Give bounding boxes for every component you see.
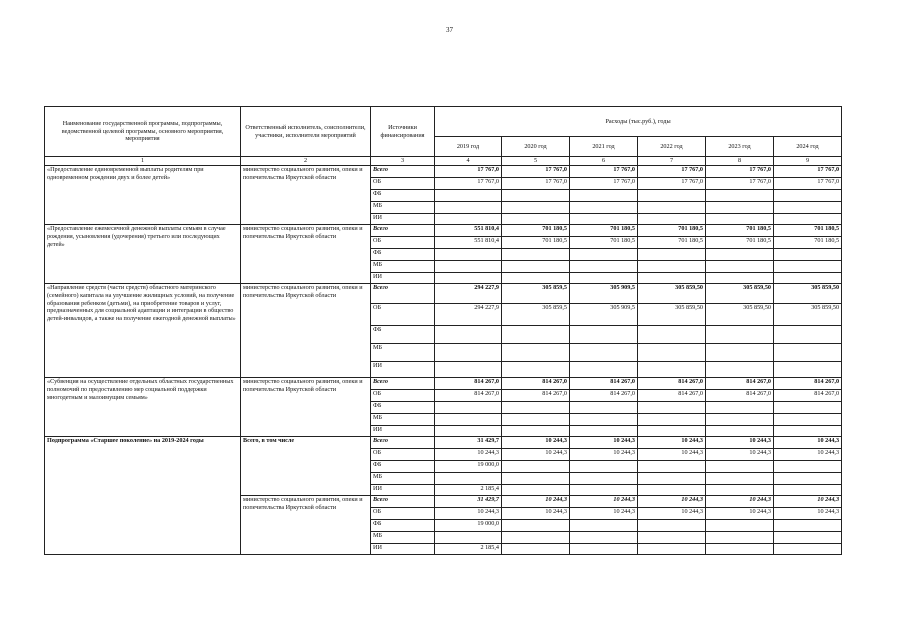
executor-total: Всего, в том числе xyxy=(241,437,371,496)
header-year: 2019 год xyxy=(435,137,502,157)
value-cell xyxy=(638,214,706,225)
column-number: 9 xyxy=(774,157,842,166)
value-cell: 701 180,5 xyxy=(570,237,638,249)
value-cell: 305 859,50 xyxy=(774,304,842,326)
value-cell: 814 267,0 xyxy=(570,378,638,390)
value-cell: 17 767,0 xyxy=(774,166,842,178)
value-cell xyxy=(638,326,706,344)
value-cell xyxy=(774,202,842,214)
value-cell xyxy=(774,273,842,284)
value-cell xyxy=(435,426,502,437)
value-cell: 19 000,0 xyxy=(435,520,502,532)
source-cell: Всего xyxy=(371,378,435,390)
value-cell xyxy=(435,190,502,202)
column-number: 1 xyxy=(45,157,241,166)
value-cell xyxy=(502,485,570,496)
source-cell: ФБ xyxy=(371,461,435,473)
source-cell: ОБ xyxy=(371,237,435,249)
header-year: 2024 год xyxy=(774,137,842,157)
header-costs: Расходы (тыс.руб.), годы xyxy=(435,107,842,137)
table-row xyxy=(45,166,842,178)
value-cell: 2 185,4 xyxy=(435,485,502,496)
value-cell: 17 767,0 xyxy=(638,166,706,178)
value-cell xyxy=(435,532,502,544)
table-row xyxy=(45,225,842,237)
source-cell: ИИ xyxy=(371,362,435,378)
value-cell: 294 227,9 xyxy=(435,304,502,326)
value-cell xyxy=(706,485,774,496)
column-number: 4 xyxy=(435,157,502,166)
value-cell xyxy=(502,214,570,225)
value-cell xyxy=(638,402,706,414)
value-cell: 10 244,3 xyxy=(774,437,842,449)
value-cell: 10 244,3 xyxy=(435,508,502,520)
value-cell xyxy=(638,520,706,532)
value-cell xyxy=(638,261,706,273)
value-cell xyxy=(435,402,502,414)
value-cell xyxy=(502,273,570,284)
value-cell xyxy=(570,261,638,273)
value-cell xyxy=(435,202,502,214)
value-cell xyxy=(638,473,706,485)
value-cell: 10 244,3 xyxy=(435,449,502,461)
value-cell: 17 767,0 xyxy=(706,166,774,178)
header-year: 2022 год xyxy=(638,137,706,157)
value-cell: 701 180,5 xyxy=(638,237,706,249)
value-cell xyxy=(435,362,502,378)
value-cell: 31 429,7 xyxy=(435,496,502,508)
value-cell xyxy=(706,520,774,532)
value-cell xyxy=(638,362,706,378)
value-cell: 701 180,5 xyxy=(638,225,706,237)
value-cell xyxy=(774,461,842,473)
value-cell xyxy=(502,402,570,414)
value-cell: 814 267,0 xyxy=(570,390,638,402)
value-cell xyxy=(502,344,570,362)
source-cell: ИИ xyxy=(371,426,435,437)
value-cell xyxy=(774,344,842,362)
source-cell: ФБ xyxy=(371,520,435,532)
value-cell: 17 767,0 xyxy=(435,166,502,178)
budget-table xyxy=(44,106,842,555)
value-cell: 10 244,3 xyxy=(706,437,774,449)
value-cell xyxy=(435,214,502,225)
source-cell: ОБ xyxy=(371,449,435,461)
value-cell xyxy=(570,485,638,496)
table-row xyxy=(45,437,842,449)
value-cell xyxy=(774,362,842,378)
value-cell xyxy=(570,532,638,544)
table-row xyxy=(45,284,842,304)
value-cell xyxy=(706,402,774,414)
value-cell xyxy=(706,214,774,225)
value-cell xyxy=(706,202,774,214)
header-year: 2021 год xyxy=(570,137,638,157)
value-cell xyxy=(774,261,842,273)
value-cell: 17 767,0 xyxy=(435,178,502,190)
value-cell xyxy=(706,426,774,437)
value-cell xyxy=(502,426,570,437)
source-cell: ИИ xyxy=(371,273,435,284)
value-cell: 701 180,5 xyxy=(774,237,842,249)
value-cell: 10 244,3 xyxy=(774,496,842,508)
value-cell: 17 767,0 xyxy=(638,178,706,190)
value-cell xyxy=(706,461,774,473)
value-cell: 10 244,3 xyxy=(570,449,638,461)
value-cell xyxy=(435,344,502,362)
value-cell: 10 244,3 xyxy=(774,508,842,520)
measure-name: «Предоставление ежемесячной денежной выплаты семьям в случае рождения, усыновления (удочерения) третьего или последующих детей» xyxy=(45,225,241,284)
value-cell xyxy=(502,190,570,202)
value-cell: 10 244,3 xyxy=(570,437,638,449)
value-cell: 814 267,0 xyxy=(502,390,570,402)
value-cell xyxy=(774,249,842,261)
value-cell xyxy=(774,485,842,496)
value-cell xyxy=(706,544,774,555)
value-cell xyxy=(502,544,570,555)
value-cell xyxy=(570,402,638,414)
value-cell xyxy=(638,485,706,496)
value-cell xyxy=(502,362,570,378)
value-cell xyxy=(638,532,706,544)
value-cell xyxy=(502,202,570,214)
column-number: 7 xyxy=(638,157,706,166)
executor-cell: министерство социального развития, опеки и попечительства Иркутской области xyxy=(241,284,371,378)
value-cell: 10 244,3 xyxy=(502,437,570,449)
source-cell: МБ xyxy=(371,261,435,273)
value-cell xyxy=(638,461,706,473)
value-cell xyxy=(570,520,638,532)
value-cell: 814 267,0 xyxy=(638,378,706,390)
source-cell: МБ xyxy=(371,532,435,544)
value-cell xyxy=(638,344,706,362)
value-cell: 10 244,3 xyxy=(774,449,842,461)
value-cell xyxy=(706,344,774,362)
value-cell xyxy=(570,461,638,473)
value-cell xyxy=(570,273,638,284)
value-cell xyxy=(706,473,774,485)
value-cell: 305 859,50 xyxy=(638,284,706,304)
value-cell xyxy=(435,473,502,485)
source-cell: ИИ xyxy=(371,544,435,555)
value-cell: 305 859,5 xyxy=(502,284,570,304)
value-cell xyxy=(706,273,774,284)
source-cell: ОБ xyxy=(371,178,435,190)
value-cell: 551 810,4 xyxy=(435,225,502,237)
source-cell: Всего xyxy=(371,225,435,237)
value-cell xyxy=(706,190,774,202)
value-cell: 17 767,0 xyxy=(502,166,570,178)
value-cell xyxy=(570,362,638,378)
value-cell: 10 244,3 xyxy=(638,508,706,520)
measure-name: «Предоставление единовременной выплаты родителям при одновременном рождении двух и более детей» xyxy=(45,166,241,225)
value-cell xyxy=(706,532,774,544)
value-cell xyxy=(706,362,774,378)
value-cell xyxy=(638,273,706,284)
executor-cell: министерство социального развития, опеки и попечительства Иркутской области xyxy=(241,378,371,437)
value-cell: 305 909,5 xyxy=(570,284,638,304)
source-cell: МБ xyxy=(371,202,435,214)
header-executor: Ответственный исполнитель, соисполнители, участники, исполнители мероприятий xyxy=(241,107,371,157)
value-cell: 10 244,3 xyxy=(570,508,638,520)
column-number: 3 xyxy=(371,157,435,166)
source-cell: ФБ xyxy=(371,190,435,202)
value-cell: 701 180,5 xyxy=(570,225,638,237)
value-cell: 305 859,50 xyxy=(706,284,774,304)
subprogram-name: Подпрограмма «Старшее поколение» на 2019-2024 годы xyxy=(45,437,241,555)
value-cell xyxy=(435,414,502,426)
value-cell: 814 267,0 xyxy=(435,378,502,390)
value-cell xyxy=(774,402,842,414)
value-cell: 2 185,4 xyxy=(435,544,502,555)
value-cell: 814 267,0 xyxy=(774,390,842,402)
header-year: 2020 год xyxy=(502,137,570,157)
value-cell xyxy=(706,414,774,426)
value-cell xyxy=(435,326,502,344)
source-cell: МБ xyxy=(371,473,435,485)
value-cell: 17 767,0 xyxy=(570,178,638,190)
header-year: 2023 год xyxy=(706,137,774,157)
value-cell: 814 267,0 xyxy=(638,390,706,402)
value-cell xyxy=(774,473,842,485)
table-body xyxy=(45,166,842,555)
value-cell xyxy=(435,273,502,284)
source-cell: ОБ xyxy=(371,304,435,326)
value-cell xyxy=(774,414,842,426)
value-cell: 10 244,3 xyxy=(570,496,638,508)
table-row xyxy=(45,378,842,390)
value-cell xyxy=(774,326,842,344)
source-cell: ОБ xyxy=(371,508,435,520)
value-cell: 294 227,9 xyxy=(435,284,502,304)
value-cell: 814 267,0 xyxy=(774,378,842,390)
value-cell xyxy=(502,261,570,273)
source-cell: Всего xyxy=(371,166,435,178)
column-number: 8 xyxy=(706,157,774,166)
value-cell xyxy=(706,261,774,273)
value-cell xyxy=(570,214,638,225)
value-cell xyxy=(774,520,842,532)
value-cell xyxy=(570,326,638,344)
value-cell xyxy=(570,202,638,214)
value-cell xyxy=(570,414,638,426)
value-cell: 701 180,5 xyxy=(706,237,774,249)
value-cell xyxy=(638,190,706,202)
value-cell xyxy=(638,202,706,214)
source-cell: ФБ xyxy=(371,249,435,261)
value-cell xyxy=(502,520,570,532)
source-cell: Всего xyxy=(371,284,435,304)
value-cell: 814 267,0 xyxy=(706,390,774,402)
value-cell xyxy=(502,473,570,485)
value-cell xyxy=(638,544,706,555)
value-cell: 17 767,0 xyxy=(774,178,842,190)
source-cell: Всего xyxy=(371,437,435,449)
value-cell xyxy=(706,249,774,261)
value-cell: 17 767,0 xyxy=(570,166,638,178)
value-cell xyxy=(435,249,502,261)
source-cell: МБ xyxy=(371,344,435,362)
column-number: 6 xyxy=(570,157,638,166)
value-cell xyxy=(570,426,638,437)
value-cell: 31 429,7 xyxy=(435,437,502,449)
executor-cell: министерство социального развития, опеки и попечительства Иркутской области xyxy=(241,166,371,225)
value-cell: 701 180,5 xyxy=(502,237,570,249)
header-name: Наименование государственной программы, подпрограммы, ведомственной целевой программы, основного мероприятия, мероприятия xyxy=(45,107,241,157)
source-cell: МБ xyxy=(371,414,435,426)
value-cell xyxy=(774,544,842,555)
column-number: 5 xyxy=(502,157,570,166)
value-cell: 701 180,5 xyxy=(502,225,570,237)
value-cell: 10 244,3 xyxy=(502,496,570,508)
value-cell: 10 244,3 xyxy=(638,437,706,449)
value-cell xyxy=(638,249,706,261)
value-cell xyxy=(774,532,842,544)
value-cell xyxy=(435,261,502,273)
value-cell xyxy=(706,326,774,344)
source-cell: Всего xyxy=(371,496,435,508)
value-cell: 10 244,3 xyxy=(706,449,774,461)
value-cell xyxy=(502,461,570,473)
value-cell: 814 267,0 xyxy=(435,390,502,402)
source-cell: ФБ xyxy=(371,326,435,344)
value-cell: 10 244,3 xyxy=(502,449,570,461)
value-cell xyxy=(774,214,842,225)
value-cell xyxy=(774,426,842,437)
value-cell: 19 000,0 xyxy=(435,461,502,473)
value-cell: 10 244,3 xyxy=(638,496,706,508)
value-cell: 701 180,5 xyxy=(706,225,774,237)
value-cell xyxy=(570,473,638,485)
value-cell xyxy=(502,249,570,261)
value-cell: 10 244,3 xyxy=(502,508,570,520)
value-cell xyxy=(638,414,706,426)
source-cell: ИИ xyxy=(371,214,435,225)
page-number: 37 xyxy=(446,26,453,34)
value-cell xyxy=(570,249,638,261)
value-cell: 305 859,50 xyxy=(706,304,774,326)
column-number: 2 xyxy=(241,157,371,166)
value-cell: 305 859,50 xyxy=(774,284,842,304)
value-cell xyxy=(570,344,638,362)
value-cell xyxy=(638,426,706,437)
source-cell: ФБ xyxy=(371,402,435,414)
value-cell: 305 859,5 xyxy=(502,304,570,326)
header-source: Источники финансирования xyxy=(371,107,435,157)
value-cell: 305 859,50 xyxy=(638,304,706,326)
value-cell: 814 267,0 xyxy=(706,378,774,390)
value-cell: 17 767,0 xyxy=(502,178,570,190)
value-cell xyxy=(502,532,570,544)
source-cell: ИИ xyxy=(371,485,435,496)
measure-name: «Направление средств (части средств) областного материнского (семейного) капитала на улучшение жилищных условий, на получение образования ребенком (детьми), на приобретение товаров и услуг, предназначенных для социальной адаптации и интеграции в общество детей-инвалидов, а также на получение ежегодной денежной выплаты» xyxy=(45,284,241,378)
source-cell: ОБ xyxy=(371,390,435,402)
value-cell xyxy=(570,190,638,202)
value-cell xyxy=(502,414,570,426)
value-cell: 10 244,3 xyxy=(638,449,706,461)
value-cell: 305 909,5 xyxy=(570,304,638,326)
value-cell: 551 810,4 xyxy=(435,237,502,249)
value-cell: 17 767,0 xyxy=(706,178,774,190)
value-cell: 701 180,5 xyxy=(774,225,842,237)
value-cell xyxy=(570,544,638,555)
value-cell xyxy=(502,326,570,344)
value-cell: 10 244,3 xyxy=(706,496,774,508)
value-cell xyxy=(774,190,842,202)
executor-cell: министерство социального развития, опеки и попечительства Иркутской области xyxy=(241,496,371,555)
value-cell: 814 267,0 xyxy=(502,378,570,390)
measure-name: «Субвенция на осуществление отдельных областных государственных полномочий по предоставлению мер социальной поддержки многодетным и малоимущим семьям» xyxy=(45,378,241,437)
executor-cell: министерство социального развития, опеки и попечительства Иркутской области xyxy=(241,225,371,284)
value-cell: 10 244,3 xyxy=(706,508,774,520)
